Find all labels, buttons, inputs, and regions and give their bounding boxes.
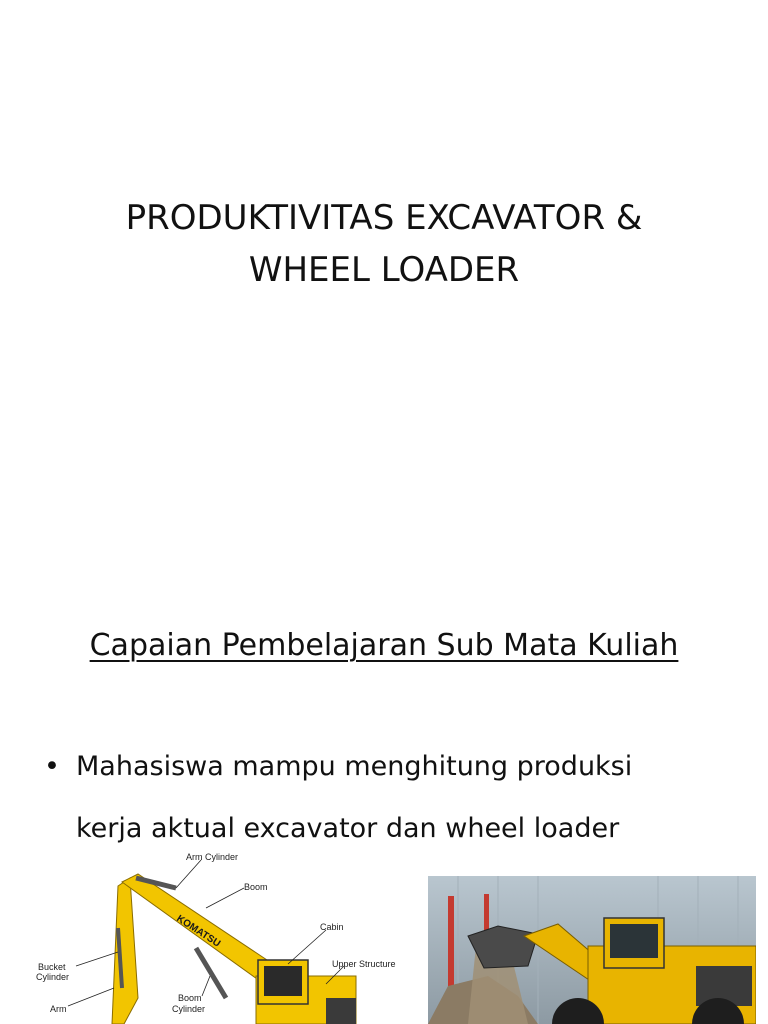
- excavator-diagram: [26, 848, 418, 1024]
- title-line-2: WHEEL LOADER: [248, 250, 520, 290]
- brand-text: KOMATSU: [174, 913, 223, 950]
- label-bucket-cylinder-line2: Cylinder: [36, 972, 70, 982]
- label-upper-structure: Upper Structure: [332, 959, 396, 969]
- wheel-loader-photo: [428, 876, 756, 1024]
- bullet-icon: •: [44, 751, 60, 782]
- label-boom-cylinder-line2: Cylinder: [172, 1004, 206, 1014]
- slide-title: [40, 192, 728, 296]
- label-cabin: Cabin: [320, 922, 344, 932]
- label-arm: Arm: [50, 1004, 67, 1014]
- bullet-item: [44, 736, 684, 860]
- wheel-loader-illustration: [428, 876, 756, 1024]
- excavator-illustration: [26, 848, 418, 1024]
- label-arm-cylinder: Arm Cylinder: [186, 852, 239, 862]
- label-boom: Boom: [244, 882, 268, 892]
- label-boom-cylinder-line1: Boom: [178, 993, 202, 1003]
- bullet-text: Mahasiswa mampu menghitung produksi kerja aktual excavator dan wheel loader: [76, 751, 633, 844]
- title-line-1: PRODUKTIVITAS EXCAVATOR &: [125, 198, 643, 238]
- slide-heading: Capaian Pembelajaran Sub Mata Kuliah: [89, 628, 679, 663]
- label-bucket-cylinder-line1: Bucket: [38, 962, 66, 972]
